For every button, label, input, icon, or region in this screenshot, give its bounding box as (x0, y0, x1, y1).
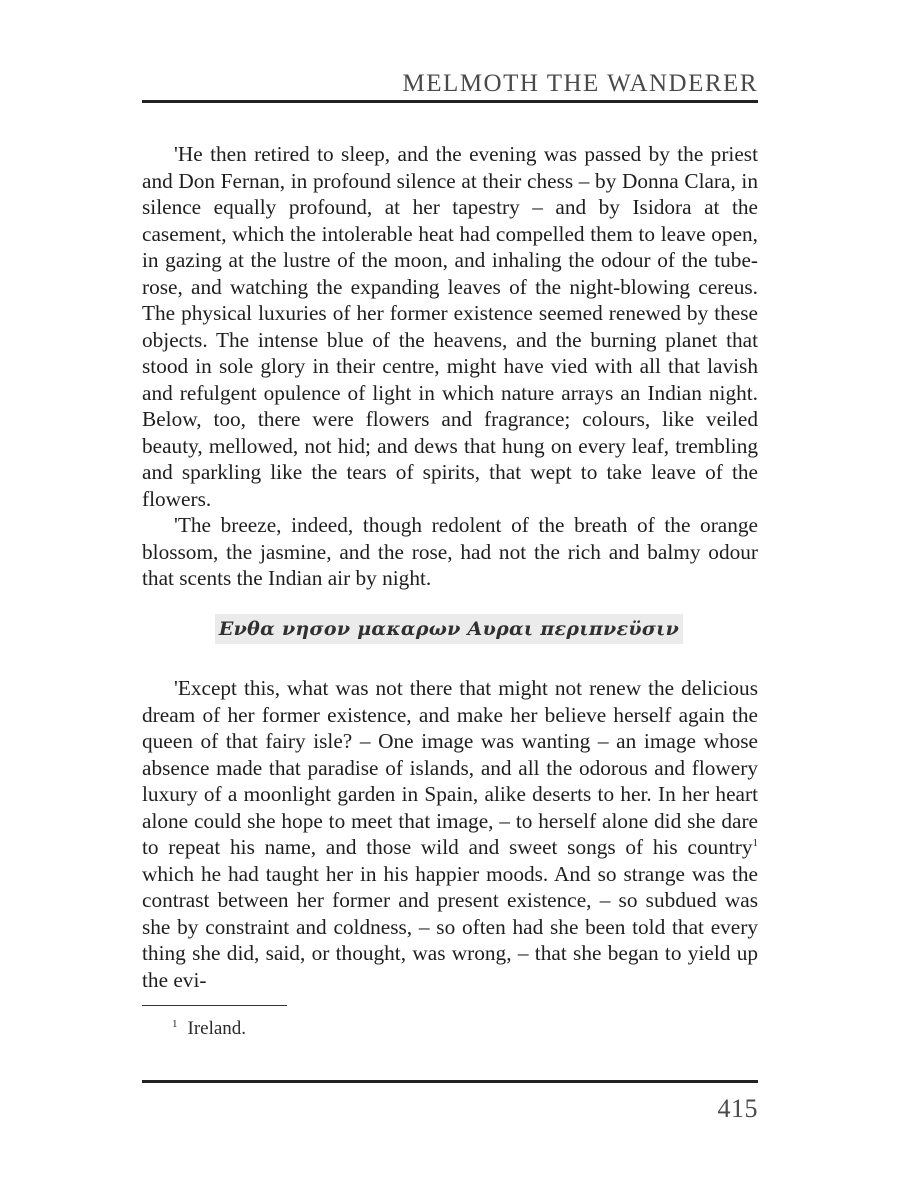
paragraph: 'The breeze, indeed, though redolent of the breath of the orange blossom, the jasmine, and the rose, had not the rich and balmy odour that scents the Indian air by night. (142, 513, 758, 590)
paragraph (142, 675, 758, 993)
paragraph-text: 'Except this, what was not there that might not renew the delicious dream of her former existence, and make her believe herself again the queen of that fairy isle? – One image was wanting – an image whose absence made that paradise of islands, and all the odorous and flowery luxury of a moonlight garden in Spain, alike deserts to her. In her heart alone could she hope to meet that image, – to herself alone did she dare to repeat his name, and those wild and sweet songs of his country (142, 676, 758, 859)
footnote-number: 1 (172, 1018, 178, 1030)
text-block-upper (142, 141, 758, 592)
footnote-rule (142, 1005, 287, 1006)
text-block-lower (142, 675, 758, 993)
footnote (172, 1012, 246, 1041)
footer-rule (142, 1080, 758, 1083)
running-head: MELMOTH THE WANDERER (402, 70, 758, 97)
page-number: 415 (717, 1094, 758, 1123)
paragraph: 'He then retired to sleep, and the evening was passed by the priest and Don Fernan, in profound silence at their chess – by Donna Clara, in silence equally profound, at her tapestry – and by Isidora at the casement, which the intolerable heat had compelled them to leave open, in gazing at the lustre of the moon, and inhaling the odour of the tube-rose, and watching the expanding leaves of the night-blowing cereus. The physical luxuries of her former existence seemed renewed by these objects. The intense blue of the heavens, and the burning planet that stood in sole glory in their centre, might have vied with all that lavish and refulgent opulence of light in which nature arrays an Indian night. Below, too, there were flowers and fragrance; colours, like veiled beauty, mellowed, not hid; and dews that hung on every leaf, trembling and sparkling like the tears of spirits, that wept to take leave of the flowers. (142, 142, 758, 511)
footnote-reference[interactable]: 1 (752, 837, 758, 849)
footnote-text: Ireland. (187, 1018, 247, 1039)
paragraph-text: which he had taught her in his happier moods. And so strange was the contrast between her former and present existence, – so subdued was she by constraint and coldness, – so often had she been told that every thing she did, said, or thought, was wrong, – that she began to yield up the evi- (142, 861, 758, 992)
header-rule (142, 100, 758, 103)
greek-quote: Ενθα νησον μακαρων Αυραι περιπνεϋσιν (215, 614, 683, 644)
